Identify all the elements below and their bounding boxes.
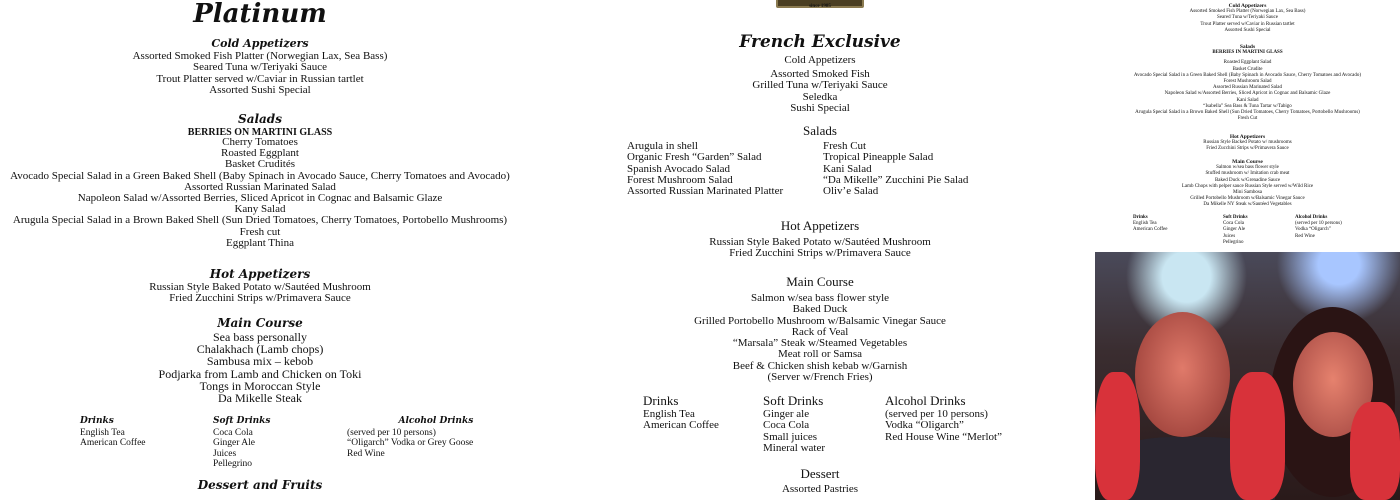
salads-item: Forest Mushroom Salad: [1223, 79, 1272, 85]
hot-appetizers-heading: Hot Appetizers: [1229, 134, 1266, 140]
salad-item: Kani Salad: [823, 162, 872, 175]
drinks-heading: Drinks: [80, 416, 114, 426]
drinks-column: [80, 415, 146, 449]
soft-item: Ginger Ale: [1223, 227, 1246, 233]
soft-item: Coca Cola: [763, 419, 810, 432]
cold-appetizers-heading: Cold Appetizers: [784, 54, 856, 66]
french-exclusive-menu-page: [560, 0, 1080, 500]
alcohol-item: Vodka “Oligarch”: [1295, 227, 1331, 233]
salad-item: Basket Crudités: [225, 158, 295, 171]
menu-title-section: [560, 32, 1080, 52]
dessert-item: Assorted Pastries: [781, 483, 859, 495]
main-course-item: Grilled Portobello Mushroom w/Balsamic Vinegar Sauce: [694, 314, 946, 327]
man-face: [1135, 312, 1230, 437]
dessert-heading: Dessert and Fruits: [197, 478, 323, 492]
main-course-item: (Server w/French Fries): [767, 371, 873, 384]
salad-item: Avocado Special Salad in a Green Baked Shell (Baby Spinach in Avocado Sauce, Cherry Tomatoes and Avocado): [10, 169, 510, 182]
soft-item: Juices: [213, 448, 237, 459]
soft-item: Juices: [1223, 233, 1236, 239]
platinum-menu-page: [0, 0, 520, 500]
soft-heading: Soft Drinks: [1223, 215, 1248, 220]
red-glove-left: [1095, 372, 1140, 500]
cold-appetizers-section: [560, 53, 1080, 114]
main-course-item: Sambusa mix – kebob: [206, 354, 314, 369]
main-course-item: Chalakhach (Lamb chops): [196, 342, 324, 357]
soft-item: Ginger ale: [763, 408, 810, 420]
dessert-section: [0, 478, 520, 493]
hot-appetizers-heading: Hot Appetizers: [209, 267, 311, 281]
cold-appetizers-item: Seledka: [802, 90, 838, 103]
main-course-item: Tongs in Moroccan Style: [199, 378, 321, 393]
main-course-item: Salmon w/sea bass flower style: [1216, 165, 1279, 171]
alcohol-heading: Alcohol Drinks: [1295, 215, 1328, 220]
main-course-item: Salmon w/sea bass flower style: [750, 292, 890, 304]
drinks-item: American Coffee: [643, 419, 719, 432]
dessert-heading: Dessert: [800, 466, 840, 481]
drinks-column: [643, 392, 719, 432]
salads-subheading: BERRIES ON MARTINI GLASS: [187, 127, 333, 138]
party-photo: [1095, 252, 1400, 500]
hot-appetizers-item: Fried Zucchini Strips w/Primavera Sauce: [729, 247, 911, 260]
alcohol-heading: Alcohol Drinks: [398, 416, 474, 426]
soft-column: [213, 415, 270, 469]
logo-caption: since 1985: [809, 4, 831, 9]
salads-item: Assorted Russian Marinated Salad: [1212, 85, 1283, 91]
salads-section: [0, 112, 520, 127]
hot-appetizers-item: Russian Style Baked Potato w/Sautéed Mushroom: [709, 236, 931, 248]
soft-item: Pellegrino: [213, 458, 253, 469]
soft-item: Coca Cola: [1223, 221, 1244, 227]
cold-appetizers-item: Assorted Smoked Fish Platter (Norwegian Lax, Sea Bass): [1189, 9, 1306, 15]
salads-item: Kani Salad: [1236, 97, 1259, 103]
cold-appetizers-item: Sushi Special: [790, 101, 850, 114]
main-course-item: Podjarka from Lamb and Chicken on Toki: [158, 366, 362, 381]
alcohol-column: [885, 392, 1002, 443]
salad-item: Napoleon Salad w/Assorted Berries, Sliced Apricot in Cognac and Balsamic Glaze: [77, 192, 443, 205]
salad-item: Forest Mushroom Salad: [627, 173, 733, 186]
main-course-section: [560, 274, 1080, 383]
soft-heading: Soft Drinks: [763, 393, 824, 408]
hot-appetizers-item: Fried Zucchini Strips w/Primavera Sauce: [169, 292, 351, 305]
main-course-item: Grilled Portobello Mushroom w/Balsamic Vinegar Sauce: [1190, 196, 1305, 202]
hot-appetizers-section: [560, 218, 1080, 260]
hot-appetizers-section: [0, 267, 520, 305]
main-course-item: Stuffed mushroom w/ Imitation crab meat: [1205, 171, 1290, 177]
cold-appetizers-item: Assorted Sushi Special: [209, 83, 311, 96]
dessert-section: [560, 466, 1080, 495]
alcohol-column: [1295, 215, 1342, 240]
cold-appetizers-item: Assorted Smoked Fish: [770, 68, 870, 80]
salad-item: Arugula Special Salad in a Brown Baked Shell (Sun Dried Tomatoes, Cherry Tomatoes, Portobello Mushrooms): [12, 214, 508, 227]
main-course-item: Baked Duck: [792, 303, 848, 316]
menu-title-section: [0, 0, 520, 29]
drinks-item: English Tea: [80, 428, 125, 438]
soft-item: Coca Cola: [213, 428, 253, 438]
cold-appetizers-section: [1095, 3, 1400, 34]
salad-item: Kany Salad: [234, 203, 286, 216]
alcohol-heading: Alcohol Drinks: [885, 393, 966, 408]
main-course-section: [0, 316, 520, 404]
soft-item: Ginger Ale: [213, 438, 255, 449]
salad-item: Fresh Cut: [823, 140, 867, 152]
third-menu-page: [1095, 0, 1400, 252]
logo-caption-section: [560, 4, 1080, 9]
salads-heading: Salads: [238, 112, 282, 126]
salad-section: [0, 137, 520, 249]
hot-appetizers-heading: Hot Appetizers: [780, 218, 860, 233]
soft-column: [763, 392, 825, 454]
alcohol-item: Vodka “Oligarch”: [885, 419, 964, 432]
alcohol-item: (served per 10 persons): [885, 408, 988, 420]
salads-item: Avocado Special Salad in a Green Baked Shell (Baby Spinach in Avocado Sauce, Cherry Tomatoes and Avocado): [1133, 72, 1362, 78]
menu-title-heading: Platinum: [193, 0, 327, 29]
drinks-item: American Coffee: [80, 438, 146, 449]
salad-item: Fresh cut: [239, 225, 281, 238]
cold-appetizers-item: Trout Platter served w/Caviar in Russian tartlet: [1200, 21, 1295, 27]
main-course-item: “Marsala” Steak w/Steamed Vegetables: [732, 337, 908, 350]
cold-appetizers-item: Trout Platter served w/Caviar in Russian tartlet: [156, 72, 364, 85]
salad-item: Oliv’e Salad: [823, 185, 879, 198]
menu-title-heading: French Exclusive: [739, 32, 901, 52]
salads-subheading: BERRIES IN MARTINI GLASS: [1212, 50, 1283, 56]
salads-section: [1095, 44, 1400, 122]
alcohol-column: [347, 415, 473, 459]
salad-item: Arugula in shell: [627, 140, 698, 152]
red-glove-right: [1350, 402, 1400, 500]
main-course-item: Beef & Chicken shish kebab w/Garnish: [732, 359, 908, 372]
salad-item: Spanish Avocado Salad: [627, 162, 731, 175]
salad-item: Organic Fresh “Garden” Salad: [627, 151, 762, 164]
drinks-item: American Coffee: [1133, 227, 1168, 233]
salad-item: Eggplant Thina: [226, 236, 294, 249]
cold-appetizers-heading: Cold Appetizers: [1228, 3, 1267, 9]
salad-item: Cherry Tomatoes: [222, 136, 298, 148]
salad-item: Assorted Russian Marinated Salad: [184, 180, 336, 193]
alcohol-item: (served per 10 persons): [347, 428, 436, 438]
drinks-column: [1133, 215, 1167, 234]
salads-item: Basket Crudite: [1232, 66, 1263, 72]
cold-appetizers-item: Assorted Sushi Special: [1224, 27, 1271, 33]
hot-appetizers-item: Russian Style Baked Potato w/Sautéed Mushroom: [149, 281, 371, 293]
main-course-item: Sea bass personally: [213, 330, 307, 344]
main-course-heading: Main Course: [786, 274, 854, 289]
alcohol-item: Red Wine: [347, 448, 385, 459]
salad-item: Roasted Eggplant: [221, 147, 299, 160]
hot-appetizers-item: Fried Zucchini Strips w/Primavera Sauce: [1206, 146, 1289, 152]
main-course-item: Baked Duck w/Grenadine Sauce: [1214, 177, 1281, 183]
main-course-item: Da Mikelle Steak: [218, 391, 302, 406]
soft-heading: Soft Drinks: [213, 416, 271, 426]
salads-item: Roasted Eggplant Salad: [1223, 60, 1272, 66]
cold-appetizers-section: [0, 37, 520, 96]
main-course-heading: Main Course: [217, 316, 303, 330]
main-course-heading: Main Course: [1232, 159, 1263, 165]
salads-item: Arugula Special Salad in a Brown Baked Shell (Sun Dried Tomatoes, Cherry Tomatoes, Portobello Mushrooms): [1135, 110, 1360, 116]
main-course-item: Lamb Chops with pelper sauce Russian Style served w/Wild Rice: [1181, 183, 1314, 189]
soft-item: Small juices: [763, 430, 818, 443]
drinks-item: English Tea: [1133, 221, 1157, 227]
red-glove-middle: [1230, 372, 1285, 500]
main-course-section: [1095, 159, 1400, 209]
main-course-item: Meat roll or Samsa: [777, 348, 862, 361]
salads-left-column: [627, 141, 783, 197]
cold-appetizers-item: Seared Tuna w/Teriyaki Sauce: [193, 61, 327, 74]
cold-appetizers-item: Assorted Smoked Fish Platter (Norwegian Lax, Sea Bass): [132, 50, 388, 62]
drinks-heading: Drinks: [1133, 215, 1148, 220]
alcohol-item: (served per 10 persons): [1295, 221, 1342, 227]
cold-appetizers-item: Seared Tuna w/Teriyaki Sauce: [1217, 15, 1278, 21]
salads-item: “Isabella” Sea Bass & Tuna Tartar w/Tabigo: [1203, 103, 1292, 109]
main-course-item: Rack of Veal: [791, 325, 849, 338]
cold-appetizers-item: Grilled Tuna w/Teriyaki Sauce: [752, 79, 888, 92]
drinks-heading: Drinks: [643, 393, 679, 408]
salad-item: “Da Mikelle” Zucchini Pie Salad: [823, 173, 969, 186]
salads-item: Fresh Cut: [1237, 116, 1258, 122]
salads-item: Napoleon Salad w/Assorted Berries, Sliced Apricot in Cognac and Balsamic Glaze: [1164, 91, 1331, 97]
salads-right-column: [823, 141, 968, 197]
salads-section: [560, 123, 1080, 139]
cold-appetizers-heading: Cold Appetizers: [211, 37, 309, 50]
salad-item: Tropical Pineapple Salad: [823, 151, 934, 164]
drinks-item: English Tea: [643, 408, 695, 420]
main-course-item: Mini Sambosa: [1232, 190, 1263, 196]
salads-heading: Salads: [1239, 44, 1256, 50]
salads-heading: Salads: [803, 123, 837, 138]
hot-appetizers-item: Russian Style Backed Potato w/ mushrooms: [1203, 140, 1292, 146]
main-course-item: Da Mikelle NY Steak w/Sautéed Vegetables: [1203, 202, 1292, 208]
salad-item: Assorted Russian Marinated Platter: [627, 185, 784, 198]
alcohol-item: “Oligarch” Vodka or Grey Goose: [347, 438, 474, 449]
soft-item: Mineral water: [763, 441, 825, 454]
soft-item: Pellegrino: [1223, 239, 1244, 245]
alcohol-item: Red Wine: [1295, 233, 1315, 239]
alcohol-item: Red House Wine “Merlot”: [885, 430, 1002, 443]
soft-column: [1223, 215, 1248, 246]
hot-appetizers-section: [1095, 134, 1400, 153]
